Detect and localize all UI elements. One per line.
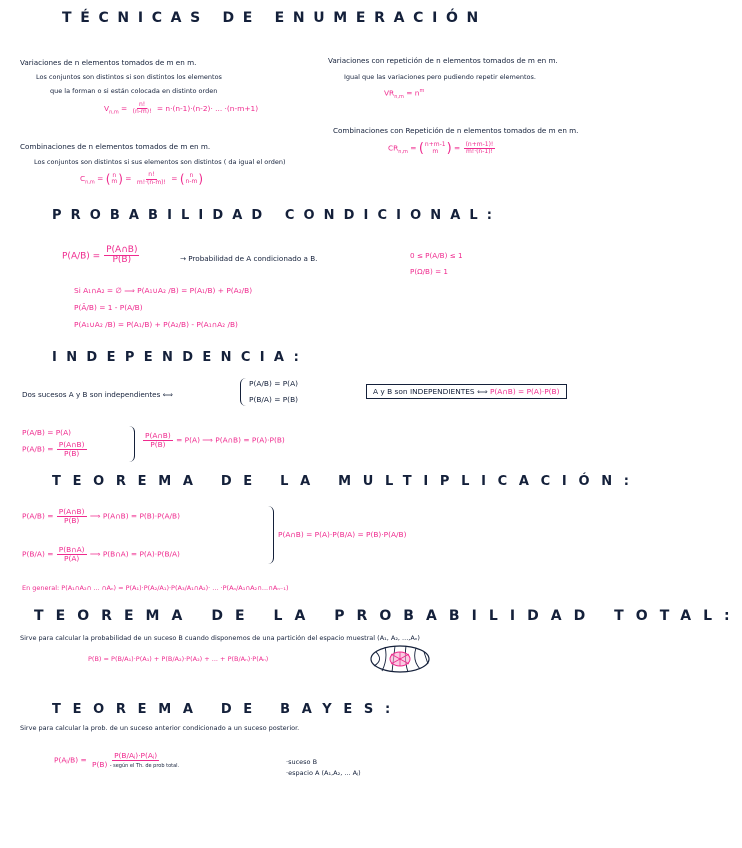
mult-l2-rest: ⟹ P(B∩A) = P(A)·P(B/A) [89, 549, 180, 559]
section-title-bayes: TEOREMA DE BAYES: [52, 702, 402, 717]
total-formula: P(B) = P(B/A₁)·P(A₁) + P(B/A₂)·P(A₂) + ... + P(B/Aₙ)·P(Aₙ) [88, 655, 269, 663]
varrep-line1: Igual que las variaciones pero pudiendo repetir elementos. [344, 73, 536, 81]
cond-num: P(A∩B) [106, 245, 138, 255]
cond-omega: P(Ω/B) = 1 [410, 267, 448, 276]
variaciones-line1: Los conjuntos son distintos si son distintos los elementos [36, 73, 222, 81]
var-den: (n-m)! [132, 108, 152, 116]
mult-general-label: En general: [22, 584, 60, 592]
comb-den: m!·(n-m)! [136, 178, 166, 186]
combrep-lhs: CR [388, 143, 399, 153]
indep-brace [240, 378, 246, 406]
bayes-note1: ·suceso B [286, 758, 318, 766]
indep-intro: Dos sucesos A y B son independientes ⟺ [22, 390, 173, 399]
varrep-lhs: VR [384, 88, 395, 98]
combrep-binom-bottom: m [432, 147, 439, 155]
bayes-description: Sirve para calcular la prob. de un suceso anterior condicionado a un suceso posterior. [20, 724, 300, 732]
varrep-rhs: = n [406, 88, 420, 98]
combrep-sub: n,m [398, 148, 408, 155]
comb-line1: Los conjuntos son distintos si sus elementos son distintos ( da igual el orden) [34, 158, 286, 166]
var-lhs: V [104, 103, 110, 113]
var-sub: n,m [109, 109, 119, 116]
cond-property-3: P(A₁∪A₂ /B) = P(A₁/B) + P(A₂/B) - P(A₁∩A₂ /B) [74, 320, 238, 329]
indep-deriv2 [22, 441, 88, 458]
mult-l2-den: P(A) [63, 553, 80, 563]
comb-sub: n,m [85, 179, 95, 186]
indep-d2-den: P(B) [63, 448, 80, 458]
combrep-binom-top: n+m-1 [424, 141, 446, 149]
variaciones-line2: que la forman o si están colocada en distinto orden [50, 87, 218, 95]
indep-cond2: P(B/A) = P(B) [249, 395, 299, 404]
indep-right-brace [128, 426, 135, 462]
indep-r-rest: = P(A) ⟹ P(A∩B) = P(A)·P(B) [176, 435, 285, 445]
mult-right-brace [266, 506, 274, 564]
comb-binom2-top: n [189, 171, 194, 179]
indep-deriv1: P(A/B) = P(A) [22, 428, 72, 437]
bayes-lhs: P(Aⱼ/B) = [54, 755, 87, 765]
total-description: Sirve para calcular la probabilidad de un suceso B cuando disponemos de una partición del espacio muestral (A₁, A₂, ...,Aₙ) [20, 634, 420, 642]
variaciones-formula: $V_{n,m}$ = $\frac{n!}{(n-m)!}$ = n·(n-1)·(n-2)· ... ·(n-m+1) [104, 101, 259, 116]
section-title-multiplicacion: TEOREMA DE LA MULTIPLICACIÓN: [52, 474, 641, 489]
comb-binom2-bottom: n-m [185, 178, 198, 185]
mult-general-formula: P(A₁∩A₂∩ ... ∩Aₙ) = P(A₁)·P(A₂/A₁)·P(A₃/A₁∩A₂)· ... ·P(Aₙ/A₁∩A₂∩...∩Aₙ₋₁) [61, 584, 289, 592]
bayes-den-note: - según el Th. de prob total. [109, 762, 180, 769]
indep-box-text: A y B son INDEPENDIENTES ⟺ [373, 387, 488, 396]
cond-property-2: P(Ā/B) = 1 - P(A/B) [74, 303, 143, 312]
mult-general [22, 584, 288, 592]
cond-lhs: P(A/B) = [62, 251, 101, 262]
indep-d2-lhs: P(A/B) = [22, 444, 54, 454]
comb-binom-bottom: m [111, 178, 118, 185]
combrep-formula: $CR_{n,m}$ = ( n+m-1 m ) = $\frac{(n+m-1)!}{m!\cdot(n-1)!}$ [388, 140, 494, 156]
comb-binom-top: n [112, 171, 117, 179]
cond-description: → Probabilidad de A condicionado a B. [180, 254, 318, 263]
mult-l1-den: P(B) [63, 515, 80, 525]
mult-l1-num: P(A∩B) [58, 507, 85, 516]
variaciones-heading: Variaciones de n elementos tomados de m en m. [20, 58, 197, 67]
varrep-sup: m [419, 88, 425, 94]
var-num: n! [138, 101, 146, 108]
mult-line2 [22, 546, 180, 563]
varrep-formula [384, 88, 424, 100]
mult-l2-lhs: P(B/A) = [22, 549, 54, 559]
bayes-formula [54, 752, 182, 769]
bayes-note2: ·espacio A (A₁,A₂, ... Aⱼ) [286, 769, 361, 777]
indep-d2-num: P(A∩B) [58, 440, 85, 449]
combrep-den: m!·(n-1)! [465, 148, 493, 155]
indep-r-den: P(B) [150, 439, 166, 449]
varrep-heading: Variaciones con repetición de n elementos tomados de m en m. [328, 56, 558, 65]
indep-box-formula: P(A∩B) = P(A)·P(B) [489, 387, 560, 396]
comb-lhs: C [80, 174, 86, 183]
comb-heading: Combinaciones de n elementos tomados de m en m. [20, 142, 211, 151]
bayes-num: P(B/Aⱼ)·P(Aⱼ) [114, 751, 158, 760]
bayes-den: P(B) [92, 759, 108, 769]
mult-l1-lhs: P(A/B) = [22, 511, 54, 521]
var-rhs: = n·(n-1)·(n-2)· ... ·(n-m+1) [156, 103, 259, 113]
indep-cond1: P(A/B) = P(A) [249, 379, 299, 388]
section-title-condicional: PROBABILIDAD CONDICIONAL: [52, 208, 502, 223]
partition-diagram-icon [368, 642, 432, 676]
section-title-probabilidad-total: TEOREMA DE LA PROBABILIDAD TOTAL: [34, 608, 742, 624]
cond-main-formula [62, 246, 140, 266]
cond-den: P(B) [112, 255, 132, 266]
mult-line1 [22, 508, 180, 525]
indep-r-num: P(A∩B) [145, 431, 171, 440]
combrep-num: (n+m-1)! [465, 140, 494, 148]
cond-range: 0 ≤ P(A/B) ≤ 1 [410, 251, 463, 260]
mult-l1-rest: ⟹ P(A∩B) = P(B)·P(A/B) [89, 511, 180, 521]
mult-result: P(A∩B) = P(A)·P(B/A) = P(B)·P(A/B) [278, 530, 407, 539]
section-title-independencia: INDEPENDENCIA: [52, 350, 309, 365]
indep-box [366, 384, 567, 399]
comb-formula: $C_{n,m}$ = ( n m ) = $\frac{n!}{m!\cdot(n-m)!}$ = ( n n-m ) [80, 171, 204, 186]
indep-result [142, 432, 285, 449]
section-title-enumeracion: TÉCNICAS DE ENUMERACIÓN [62, 10, 487, 26]
combrep-heading: Combinaciones con Repetición de n elementos tomados de m en m. [333, 126, 579, 135]
comb-num: n! [148, 171, 155, 179]
cond-property-1: Si A₁∩A₂ = ∅ ⟹ P(A₁∪A₂ /B) = P(A₁/B) + P(A₂/B) [74, 286, 253, 295]
mult-l2-num: P(B∩A) [58, 545, 85, 554]
varrep-sub: n,m [394, 93, 404, 100]
